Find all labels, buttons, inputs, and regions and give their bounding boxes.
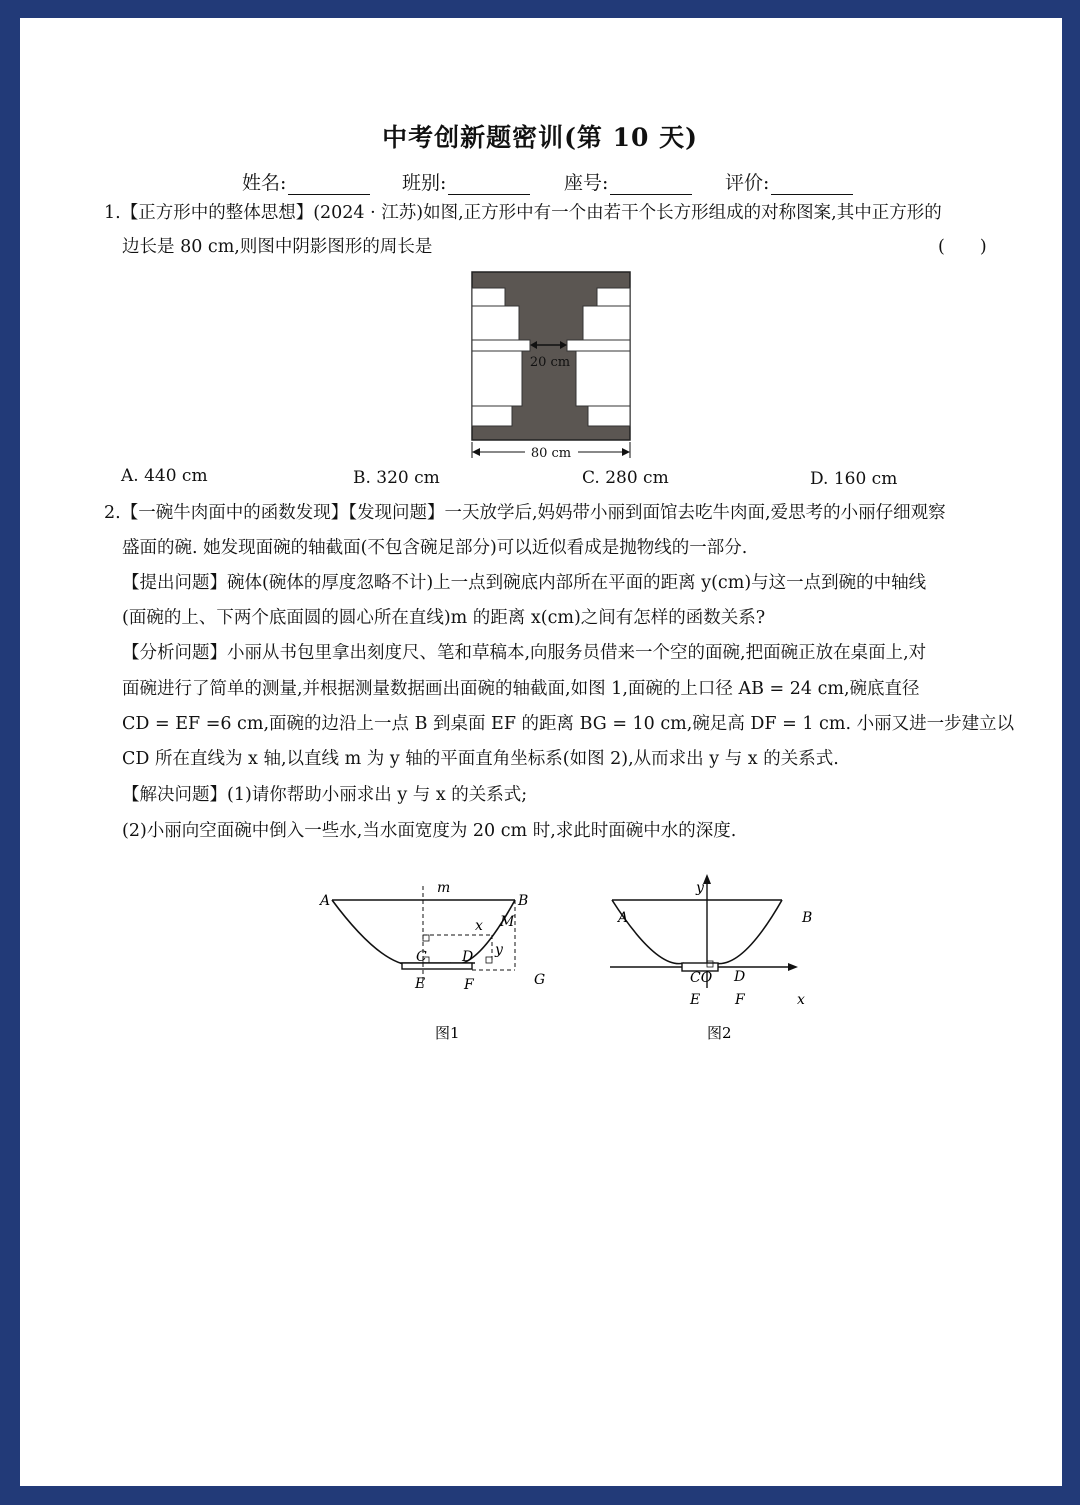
- label-x-axis: x: [797, 992, 805, 1008]
- q1-line-2: 边长是 80 cm,则图中阴影图形的周长是: [122, 237, 433, 257]
- q2-line-2: 盛面的碗. 她发现面碗的轴截面(不包含碗足部分)可以近似看成是抛物线的一部分.: [122, 538, 748, 558]
- eval-blank[interactable]: [771, 176, 853, 195]
- q1-line-1: 1.【正方形中的整体思想】(2024 · 江苏)如图,正方形中有一个由若干个长方形组成的对称图案,其中正方形的: [104, 203, 942, 223]
- label-y-axis: y: [696, 880, 704, 896]
- seat-field[interactable]: [564, 168, 692, 195]
- side-dimension-label: 80 cm: [530, 446, 572, 461]
- side-arrow-right: [622, 448, 630, 456]
- label-b: B: [802, 910, 813, 926]
- worksheet-page: [20, 18, 1062, 1486]
- page-title: 中考创新题密训(第 10 天): [382, 123, 698, 152]
- bowl-right-curve: [714, 900, 782, 964]
- right-rect-4: [576, 351, 630, 406]
- right-angle-mark-2: [486, 957, 492, 963]
- label-d: D: [462, 949, 474, 965]
- label-m: m: [437, 880, 451, 896]
- seat-blank[interactable]: [610, 176, 692, 195]
- seat-label: 座号:: [564, 172, 609, 194]
- option-b[interactable]: B. 320 cm: [353, 468, 440, 488]
- q2-line-3: 【提出问题】碗体(碗体的厚度忽略不计)上一点到碗底内部所在平面的距离 y(cm)与这一点到碗的中轴线: [122, 573, 927, 593]
- label-x: x: [475, 918, 483, 934]
- q1-answer-bracket: ( ): [938, 237, 987, 257]
- left-rect-4: [472, 351, 522, 406]
- left-rect-2: [472, 306, 519, 340]
- label-c: C: [416, 949, 427, 965]
- right-angle-mark-1: [423, 935, 429, 941]
- q2-line-5: 【分析问题】小丽从书包里拿出刻度尺、笔和草稿本,向服务员借来一个空的面碗,把面碗正放在桌面上,对: [122, 643, 927, 663]
- q2-line-6: 面碗进行了简单的测量,并根据测量数据画出面碗的轴截面,如图 1,面碗的上口径 AB = 24 cm,碗底直径: [122, 679, 920, 699]
- label-y: y: [495, 942, 503, 958]
- label-e: E: [415, 976, 426, 992]
- label-g: G: [534, 972, 546, 988]
- label-f: F: [464, 977, 474, 993]
- gap-dimension-label: 20 cm: [529, 355, 571, 370]
- figure-1-caption: 图1: [435, 1024, 460, 1042]
- bowl-left-curve: [332, 900, 425, 965]
- q2-line-9: 【解决问题】(1)请你帮助小丽求出 y 与 x 的关系式;: [122, 785, 528, 805]
- left-rect-5: [472, 406, 512, 426]
- name-label: 姓名:: [242, 172, 287, 194]
- label-b: B: [518, 893, 529, 909]
- label-f: F: [735, 992, 745, 1008]
- label-a: A: [618, 910, 629, 926]
- option-a[interactable]: A. 440 cm: [121, 466, 208, 486]
- label-e: E: [690, 992, 701, 1008]
- name-field[interactable]: [242, 168, 370, 195]
- class-blank[interactable]: [448, 176, 530, 195]
- figure-2-caption: 图2: [707, 1024, 732, 1042]
- right-rect-2: [583, 306, 630, 340]
- bowl-figure-2: [592, 858, 822, 1042]
- left-rect-1: [472, 288, 505, 306]
- q2-line-1: 2.【一碗牛肉面中的函数发现】【发现问题】一天放学后,妈妈带小丽到面馆去吃牛肉面,爱思考的小丽仔细观察: [104, 503, 946, 523]
- name-blank[interactable]: [288, 176, 370, 195]
- right-rect-5: [588, 406, 630, 426]
- right-rect-3: [567, 340, 630, 351]
- bowl-figure-1: [310, 858, 546, 1042]
- side-arrow-left: [472, 448, 480, 456]
- q2-line-7: CD = EF =6 cm,面碗的边沿上一点 B 到桌面 EF 的距离 BG = 10 cm,碗足高 DF = 1 cm. 小丽又进一步建立以: [122, 714, 1015, 734]
- class-field[interactable]: [402, 168, 530, 195]
- class-label: 班别:: [402, 172, 447, 194]
- q2-line-10: (2)小丽向空面碗中倒入一些水,当水面宽度为 20 cm 时,求此时面碗中水的深度.: [122, 821, 737, 841]
- label-d: D: [734, 969, 746, 985]
- x-axis-arrow: [788, 963, 798, 971]
- eval-label: 评价:: [725, 172, 770, 194]
- label-co: CO: [690, 970, 713, 986]
- q1-square-figure: [470, 270, 634, 464]
- right-rect-1: [597, 288, 630, 306]
- option-c[interactable]: C. 280 cm: [582, 468, 669, 488]
- left-rect-3: [472, 340, 530, 351]
- q2-line-8: CD 所在直线为 x 轴,以直线 m 为 y 轴的平面直角坐标系(如图 2),从而求出 y 与 x 的关系式.: [122, 749, 839, 769]
- eval-field[interactable]: [725, 168, 853, 195]
- y-axis-arrow: [703, 874, 711, 884]
- label-a: A: [320, 893, 331, 909]
- option-d[interactable]: D. 160 cm: [810, 469, 898, 489]
- label-m-point: M: [500, 914, 515, 930]
- q2-line-4: (面碗的上、下两个底面圆的圆心所在直线)m 的距离 x(cm)之间有怎样的函数关系?: [122, 608, 766, 628]
